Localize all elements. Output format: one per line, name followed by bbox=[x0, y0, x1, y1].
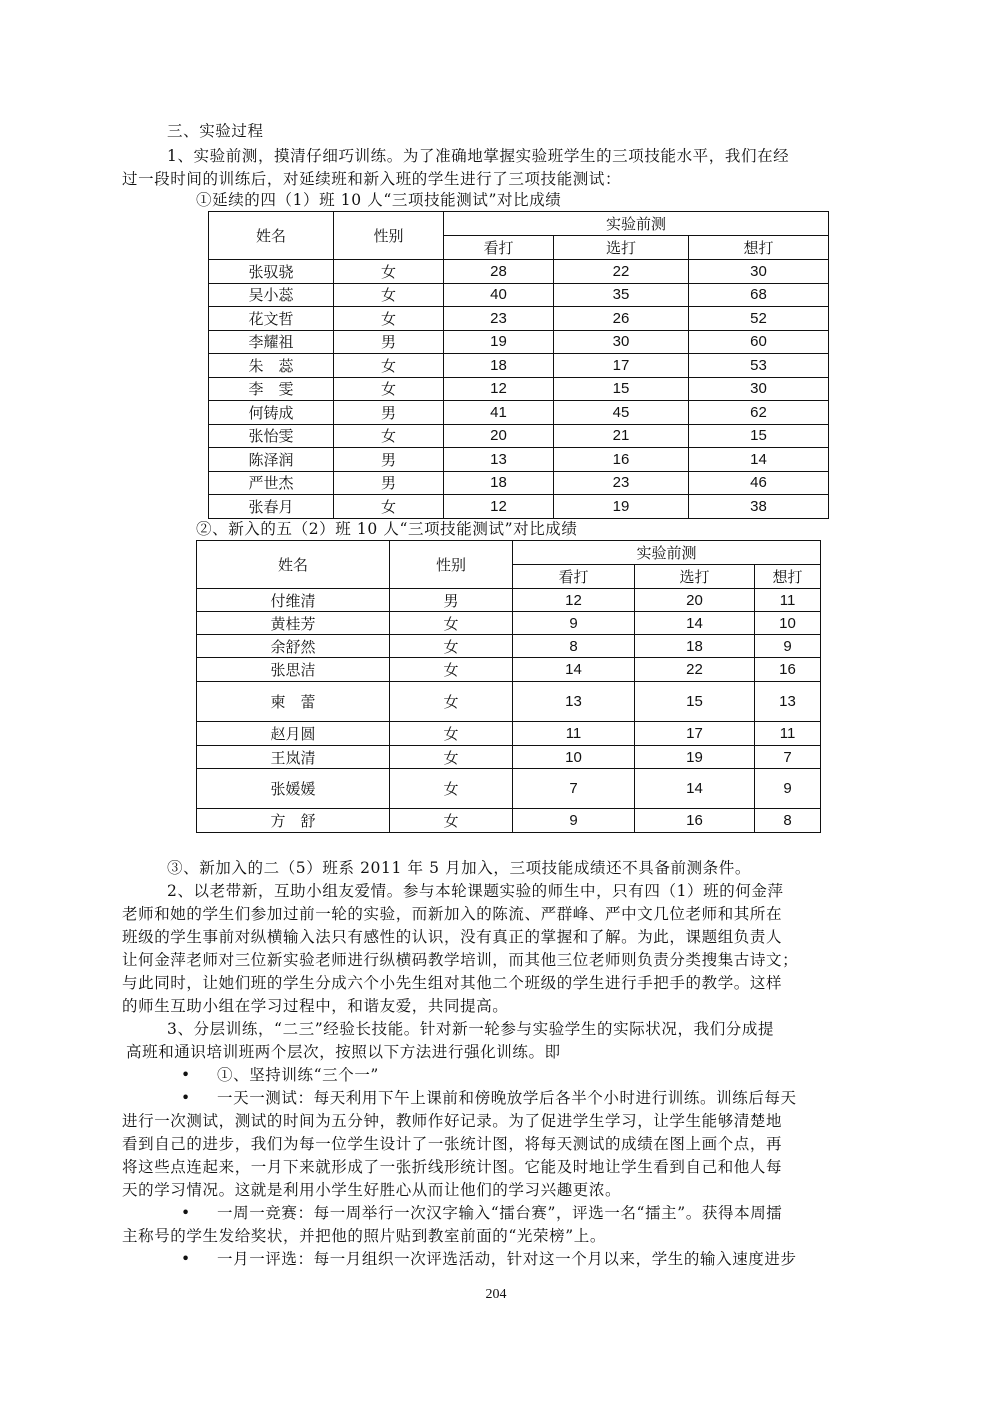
section-heading: 三、实验过程 bbox=[167, 122, 264, 140]
look-score-cell: 11 bbox=[513, 722, 635, 746]
look-score-cell: 41 bbox=[444, 401, 554, 425]
student-name-cell: 吴小蕊 bbox=[209, 283, 334, 307]
student-name-cell: 黄桂芳 bbox=[197, 612, 390, 635]
look-score-cell: 23 bbox=[444, 307, 554, 331]
look-score-cell: 13 bbox=[444, 448, 554, 472]
table-row bbox=[209, 283, 829, 307]
bullet4-line-1: 一月一评选：每一月组织一次评选活动，针对这一个月以来，学生的输入速度进步 bbox=[217, 1250, 797, 1268]
bullet-dot: • bbox=[181, 1089, 191, 1107]
bullet2-line-5: 天的学习情况。这就是利用小学生好胜心从而让他们的学习兴趣更浓。 bbox=[122, 1181, 622, 1199]
table2 bbox=[196, 540, 821, 833]
think-score-cell: 52 bbox=[689, 307, 829, 331]
look-score-cell: 28 bbox=[444, 260, 554, 284]
select-score-cell: 16 bbox=[554, 448, 689, 472]
table2-header-gender: 性别 bbox=[390, 541, 513, 589]
think-score-cell: 10 bbox=[755, 612, 821, 635]
table-row bbox=[197, 589, 821, 612]
look-score-cell: 14 bbox=[513, 658, 635, 682]
para1-line-1: 1、实验前测，摸清仔细巧训练。为了准确地掌握实验班学生的三项技能水平，我们在经 bbox=[167, 147, 790, 165]
table-row bbox=[209, 471, 829, 495]
gender-cell: 女 bbox=[334, 307, 444, 331]
student-name-cell: 王岚清 bbox=[197, 746, 390, 769]
para1-line-2: 过一段时间的训练后，对延续班和新入班的学生进行了三项技能测试： bbox=[122, 170, 622, 188]
table2-header-name: 姓名 bbox=[197, 541, 390, 589]
select-score-cell: 19 bbox=[554, 495, 689, 519]
think-score-cell: 15 bbox=[689, 424, 829, 448]
select-score-cell: 22 bbox=[554, 260, 689, 284]
look-score-cell: 12 bbox=[513, 589, 635, 612]
think-score-cell: 7 bbox=[755, 746, 821, 769]
look-score-cell: 18 bbox=[444, 471, 554, 495]
student-name-cell: 何铸成 bbox=[209, 401, 334, 425]
table-row bbox=[197, 746, 821, 769]
student-name-cell: 付维清 bbox=[197, 589, 390, 612]
bullet1-text: ①、坚持训练“三个一” bbox=[217, 1066, 379, 1084]
student-name-cell: 陈泽润 bbox=[209, 448, 334, 472]
look-score-cell: 19 bbox=[444, 330, 554, 354]
bullet-dot: • bbox=[181, 1066, 191, 1084]
bullet2-line-4: 将这些点连起来，一月下来就形成了一张折线形统计图。它能及时地让学生看到自己和他人每 bbox=[122, 1158, 783, 1176]
think-score-cell: 62 bbox=[689, 401, 829, 425]
bullet3-line-1: 一周一竞赛：每一周举行一次汉字输入“擂台赛”，评选一名“擂主”。获得本周擂 bbox=[217, 1204, 783, 1222]
gender-cell: 女 bbox=[390, 682, 513, 722]
select-score-cell: 23 bbox=[554, 471, 689, 495]
gender-cell: 女 bbox=[390, 722, 513, 746]
table-row bbox=[209, 260, 829, 284]
select-score-cell: 45 bbox=[554, 401, 689, 425]
gender-cell: 男 bbox=[334, 401, 444, 425]
para2-line-1: 2、以老带新，互助小组友爱情。参与本轮课题实验的师生中，只有四（1）班的何金萍 bbox=[167, 882, 784, 900]
think-score-cell: 46 bbox=[689, 471, 829, 495]
select-score-cell: 14 bbox=[635, 769, 755, 809]
gender-cell: 女 bbox=[334, 424, 444, 448]
table1-subheader-select: 选打 bbox=[554, 236, 689, 260]
look-score-cell: 12 bbox=[444, 495, 554, 519]
think-score-cell: 30 bbox=[689, 377, 829, 401]
think-score-cell: 14 bbox=[689, 448, 829, 472]
gender-cell: 女 bbox=[334, 260, 444, 284]
table2-header-group: 实验前测 bbox=[513, 541, 821, 565]
think-score-cell: 68 bbox=[689, 283, 829, 307]
student-name-cell: 方 舒 bbox=[197, 809, 390, 833]
think-score-cell: 30 bbox=[689, 260, 829, 284]
gender-cell: 女 bbox=[334, 495, 444, 519]
student-name-cell: 赵月圆 bbox=[197, 722, 390, 746]
gender-cell: 女 bbox=[334, 283, 444, 307]
gender-cell: 女 bbox=[390, 769, 513, 809]
select-score-cell: 30 bbox=[554, 330, 689, 354]
think-score-cell: 16 bbox=[755, 658, 821, 682]
select-score-cell: 15 bbox=[635, 682, 755, 722]
gender-cell: 女 bbox=[390, 809, 513, 833]
bullet3-line-2: 主称号的学生发给奖状，并把他的照片贴到教室前面的“光荣榜”上。 bbox=[122, 1227, 606, 1245]
think-score-cell: 13 bbox=[755, 682, 821, 722]
student-name-cell: 李 雯 bbox=[209, 377, 334, 401]
table-row bbox=[197, 682, 821, 722]
student-name-cell: 张怡雯 bbox=[209, 424, 334, 448]
table1-subheader-look: 看打 bbox=[444, 236, 554, 260]
student-name-cell: 柬 蕾 bbox=[197, 682, 390, 722]
gender-cell: 女 bbox=[390, 658, 513, 682]
table-row bbox=[197, 658, 821, 682]
table1 bbox=[208, 211, 829, 519]
bullet-dot: • bbox=[181, 1204, 191, 1222]
select-score-cell: 19 bbox=[635, 746, 755, 769]
note-3: ③、新加入的二（5）班系 2011 年 5 月加入，三项技能成绩还不具备前测条件。 bbox=[167, 859, 751, 877]
table2-subheader-think: 想打 bbox=[755, 565, 821, 589]
table-row bbox=[209, 448, 829, 472]
look-score-cell: 9 bbox=[513, 809, 635, 833]
select-score-cell: 17 bbox=[635, 722, 755, 746]
student-name-cell: 花文哲 bbox=[209, 307, 334, 331]
look-score-cell: 13 bbox=[513, 682, 635, 722]
table1-header-gender: 性别 bbox=[334, 212, 444, 260]
bullet2-line-1: 一天一测试：每天利用下午上课前和傍晚放学后各半个小时进行训练。训练后每天 bbox=[217, 1089, 797, 1107]
para3-line-2: 高班和通识培训班两个层次，按照以下方法进行强化训练。即 bbox=[126, 1043, 561, 1061]
gender-cell: 男 bbox=[390, 589, 513, 612]
look-score-cell: 7 bbox=[513, 769, 635, 809]
para3-line-1: 3、分层训练，“二三”经验长技能。针对新一轮参与实验学生的实际状况，我们分成提 bbox=[167, 1020, 775, 1038]
table-row bbox=[209, 495, 829, 519]
table1-header-group: 实验前测 bbox=[444, 212, 829, 236]
look-score-cell: 10 bbox=[513, 746, 635, 769]
table2-subheader-select: 选打 bbox=[635, 565, 755, 589]
select-score-cell: 22 bbox=[635, 658, 755, 682]
student-name-cell: 李耀祖 bbox=[209, 330, 334, 354]
gender-cell: 男 bbox=[334, 448, 444, 472]
look-score-cell: 12 bbox=[444, 377, 554, 401]
table-row bbox=[209, 424, 829, 448]
student-name-cell: 张驭骁 bbox=[209, 260, 334, 284]
table-row bbox=[197, 722, 821, 746]
gender-cell: 女 bbox=[390, 635, 513, 658]
table-row bbox=[209, 354, 829, 378]
table2-subheader-look: 看打 bbox=[513, 565, 635, 589]
think-score-cell: 11 bbox=[755, 722, 821, 746]
gender-cell: 男 bbox=[334, 471, 444, 495]
look-score-cell: 9 bbox=[513, 612, 635, 635]
select-score-cell: 15 bbox=[554, 377, 689, 401]
table-row bbox=[197, 769, 821, 809]
para2-line-4: 让何金萍老师对三位新实验老师进行纵横码教学培训，而其他三位老师则负责分类搜集古诗文； bbox=[122, 951, 799, 969]
table-row bbox=[197, 635, 821, 658]
table1-subheader-think: 想打 bbox=[689, 236, 829, 260]
think-score-cell: 38 bbox=[689, 495, 829, 519]
select-score-cell: 16 bbox=[635, 809, 755, 833]
select-score-cell: 14 bbox=[635, 612, 755, 635]
gender-cell: 女 bbox=[334, 377, 444, 401]
gender-cell: 女 bbox=[390, 612, 513, 635]
look-score-cell: 20 bbox=[444, 424, 554, 448]
table-row bbox=[209, 401, 829, 425]
think-score-cell: 60 bbox=[689, 330, 829, 354]
student-name-cell: 张春月 bbox=[209, 495, 334, 519]
look-score-cell: 18 bbox=[444, 354, 554, 378]
select-score-cell: 20 bbox=[635, 589, 755, 612]
table-row bbox=[209, 307, 829, 331]
select-score-cell: 35 bbox=[554, 283, 689, 307]
think-score-cell: 8 bbox=[755, 809, 821, 833]
bullet2-line-3: 看到自己的进步，我们为每一位学生设计了一张统计图，将每天测试的成绩在图上画个点，再 bbox=[122, 1135, 783, 1153]
table-row bbox=[209, 330, 829, 354]
para2-line-2: 老师和她的学生们参加过前一轮的实验，而新加入的陈流、严群峰、严中文几位老师和其所在 bbox=[122, 905, 783, 923]
table-row bbox=[197, 612, 821, 635]
gender-cell: 男 bbox=[334, 330, 444, 354]
table1-header-name: 姓名 bbox=[209, 212, 334, 260]
bullet-dot: • bbox=[181, 1250, 191, 1268]
select-score-cell: 17 bbox=[554, 354, 689, 378]
table-row bbox=[197, 809, 821, 833]
look-score-cell: 8 bbox=[513, 635, 635, 658]
think-score-cell: 11 bbox=[755, 589, 821, 612]
page-number: 204 bbox=[485, 1287, 507, 1302]
think-score-cell: 9 bbox=[755, 769, 821, 809]
think-score-cell: 9 bbox=[755, 635, 821, 658]
para2-line-6: 的师生互助小组在学习过程中，和谐友爱，共同提高。 bbox=[122, 997, 509, 1015]
student-name-cell: 朱 蕊 bbox=[209, 354, 334, 378]
para2-line-3: 班级的学生事前对纵横输入法只有感性的认识，没有真正的掌握和了解。为此，课题组负责人 bbox=[122, 928, 783, 946]
table2-caption: ②、新入的五（2）班 10 人“三项技能测试”对比成绩 bbox=[196, 520, 578, 538]
student-name-cell: 严世杰 bbox=[209, 471, 334, 495]
select-score-cell: 21 bbox=[554, 424, 689, 448]
student-name-cell: 张思洁 bbox=[197, 658, 390, 682]
think-score-cell: 53 bbox=[689, 354, 829, 378]
para2-line-5: 与此同时，让她们班的学生分成六个小先生组对其他二个班级的学生进行手把手的教学。这样 bbox=[122, 974, 783, 992]
gender-cell: 女 bbox=[334, 354, 444, 378]
table-row bbox=[209, 377, 829, 401]
select-score-cell: 26 bbox=[554, 307, 689, 331]
bullet2-line-2: 进行一次测试，测试的时间为五分钟，教师作好记录。为了促进学生学习，让学生能够清楚地 bbox=[122, 1112, 783, 1130]
look-score-cell: 40 bbox=[444, 283, 554, 307]
student-name-cell: 余舒然 bbox=[197, 635, 390, 658]
table1-caption: ①延续的四（1）班 10 人“三项技能测试”对比成绩 bbox=[196, 191, 562, 209]
gender-cell: 女 bbox=[390, 746, 513, 769]
select-score-cell: 18 bbox=[635, 635, 755, 658]
student-name-cell: 张媛媛 bbox=[197, 769, 390, 809]
